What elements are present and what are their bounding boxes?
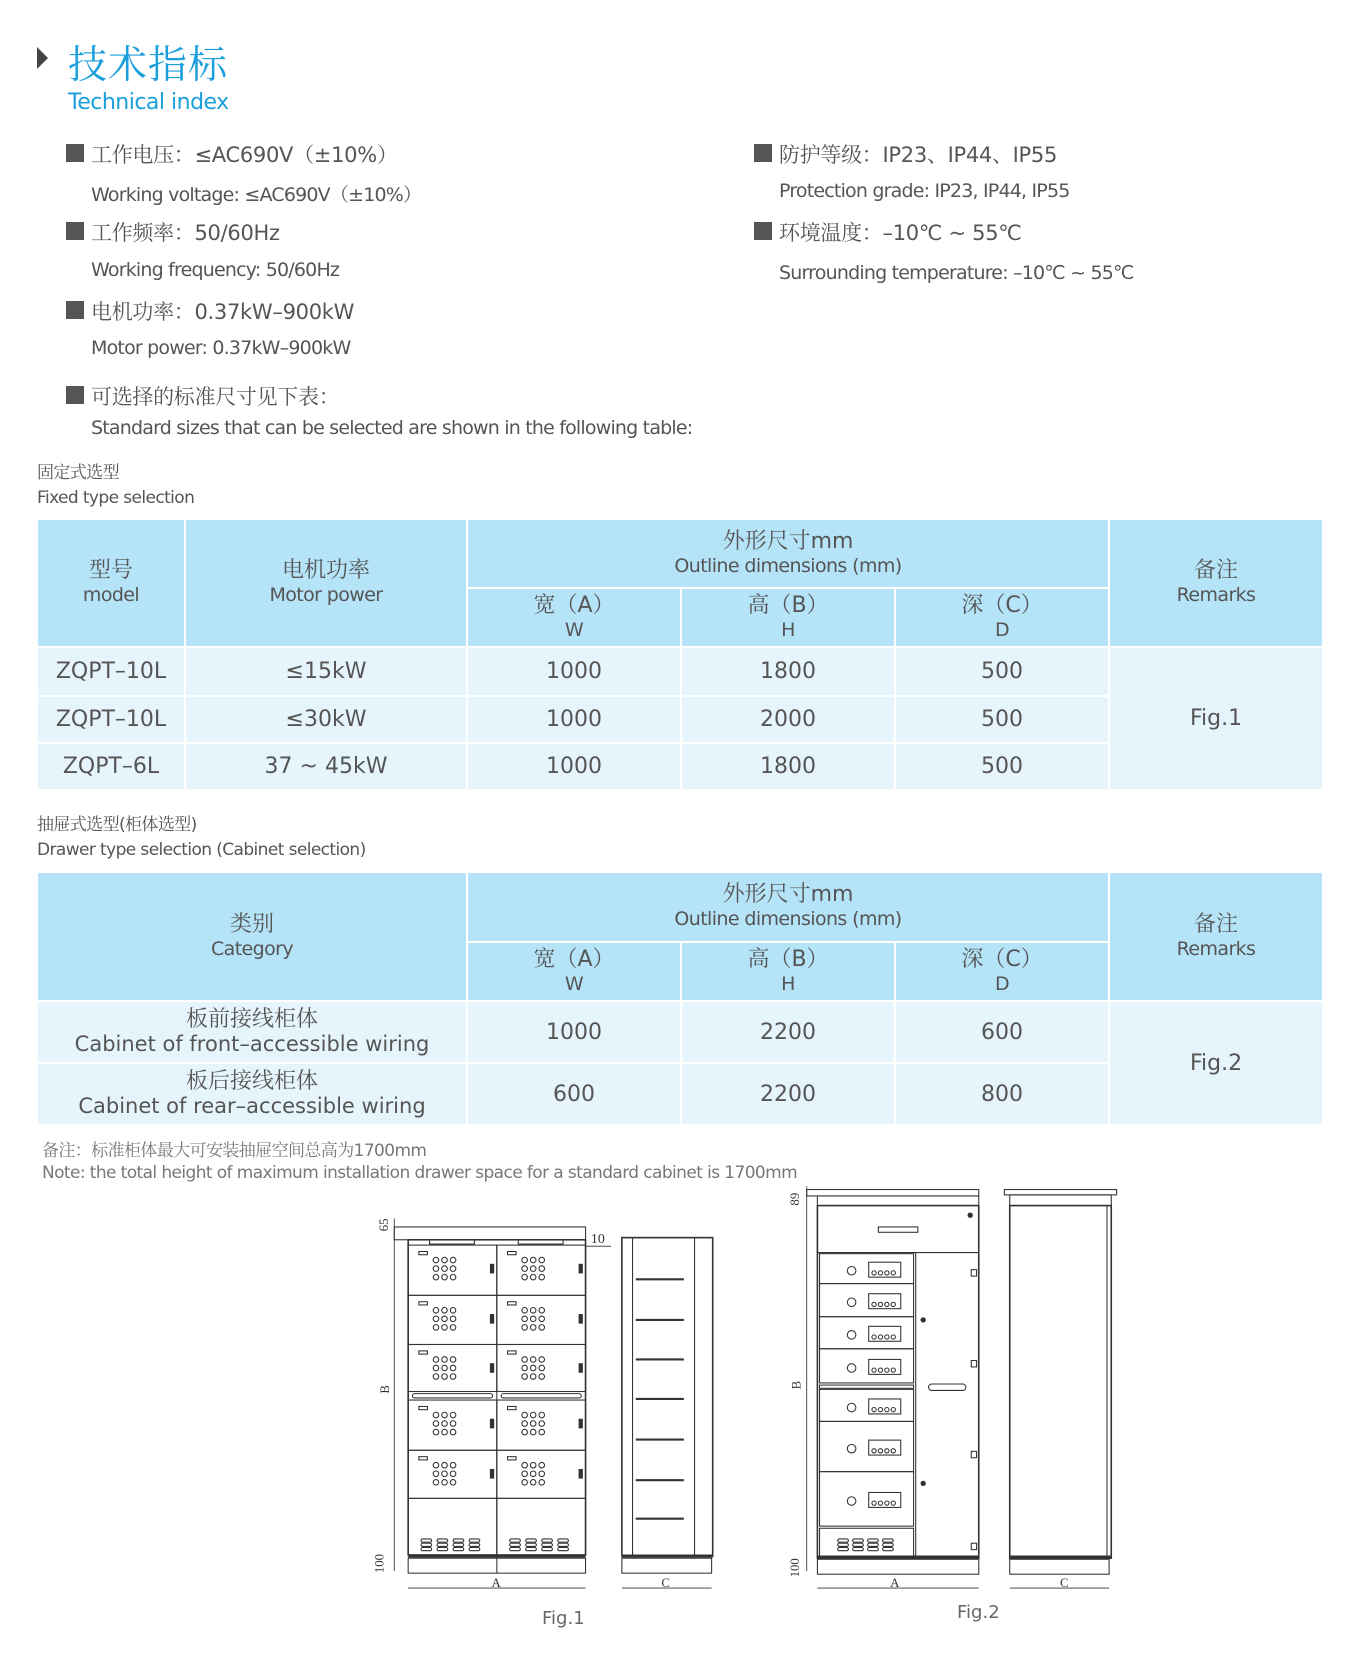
indicator-light [522,1462,528,1468]
indicator-light [539,1316,545,1322]
terminal-block [542,1539,553,1542]
spec-voltage-en: Working voltage: ≤AC690V（±10%） [91,184,422,206]
drawer-panel [497,1344,586,1391]
indicator-light [522,1325,528,1331]
indicator-light [530,1374,536,1380]
indicator-light [872,1335,876,1339]
indicator-light [885,1368,889,1372]
door-hinge [971,1361,976,1367]
indicator-light [450,1480,456,1486]
indicator-light [878,1271,882,1275]
indicator-light [530,1429,536,1435]
drawer-panel [820,1389,914,1421]
indicator-light [539,1357,545,1363]
indicator-light [522,1257,528,1263]
spec-protection-cn: 防护等级：IP23、IP44、IP55 [779,143,1058,167]
header-height: 高（B） H [681,942,895,1001]
indicator-light [450,1462,456,1468]
spec-sizes-cn: 可选择的标准尺寸见下表： [91,385,340,409]
spec-frequency-cn: 工作频率：50/60Hz [91,221,280,245]
indicator-light [530,1421,536,1427]
indicator-light [522,1471,528,1477]
fig2-dim-base: 100 [788,1558,803,1578]
terminal-block [558,1548,569,1551]
indicator-light [872,1271,876,1275]
terminal-block [542,1548,553,1551]
fig1-front-view [394,1227,585,1573]
door-latch [490,1469,493,1478]
indicator-light [885,1302,889,1306]
terminal-block [838,1543,849,1546]
fig2-front-view [807,1190,979,1575]
fig1-label: Fig.1 [542,1608,585,1629]
indicator-light [433,1480,439,1486]
indicator-light [891,1368,895,1372]
indicator-light [885,1501,889,1505]
indicator-light [530,1325,536,1331]
indicator-light [433,1308,439,1314]
terminal-block [453,1539,464,1542]
drawer-switch [847,1403,856,1412]
terminal-block [853,1543,864,1546]
terminal-block [437,1543,448,1546]
indicator-light [450,1412,456,1418]
door-lock [921,1481,925,1485]
drawer-switch [847,1266,856,1275]
drawer-label [419,1406,428,1409]
terminal-block [558,1543,569,1546]
drawer-label [419,1302,428,1305]
indicator-light [878,1501,882,1505]
header-dimensions: 外形尺寸mm Outline dimensions (mm) [467,519,1109,588]
indicator-light [539,1412,545,1418]
fig2-dim-top: 89 [788,1192,803,1206]
drawer-switch [847,1298,856,1307]
indicator-light [450,1257,456,1263]
indicator-light [878,1408,882,1412]
drawer-panel [820,1472,914,1526]
fig1-dim-gap: 10 [590,1231,605,1247]
door-latch [579,1264,582,1273]
drawer-title-en: Drawer type selection (Cabinet selection) [37,840,366,860]
indicator-light [433,1274,439,1280]
terminal-block [510,1543,521,1546]
cell-depth: 600 [895,1001,1109,1063]
indicator-light [878,1302,882,1306]
indicator-light [522,1308,528,1314]
indicator-light [522,1374,528,1380]
door-hinge [971,1270,976,1276]
fig2-label: Fig.2 [957,1602,1000,1623]
drawer-panel [408,1344,497,1391]
fixed-title-cn: 固定式选型 [37,463,119,483]
terminal-block [853,1548,864,1551]
drawer-panel [820,1317,914,1349]
header-remarks: 备注 Remarks [1109,519,1323,647]
terminal-block [883,1539,894,1542]
cell-depth: 500 [895,647,1109,696]
indicator-light [433,1412,439,1418]
indicator-light [450,1274,456,1280]
indicator-light [522,1429,528,1435]
page-subtitle: Technical index [68,90,229,115]
drawer-label [419,1252,428,1255]
drawer-switch [847,1497,856,1506]
indicator-light [872,1449,876,1453]
terminal-block [421,1543,432,1546]
terminal-block [469,1548,480,1551]
indicator-light [522,1365,528,1371]
fixed-title-en: Fixed type selection [37,488,195,508]
indicator-light [530,1412,536,1418]
indicator-light [433,1374,439,1380]
cell-width: 1000 [467,1001,681,1063]
indicator-light [442,1266,448,1272]
spec-power-en: Motor power: 0.37kW–900kW [91,337,351,359]
indicator-light [450,1429,456,1435]
header-dimensions: 外形尺寸mm Outline dimensions (mm) [467,872,1109,942]
cell-depth: 800 [895,1063,1109,1125]
indicator-light [539,1421,545,1427]
spec-temperature-en: Surrounding temperature: –10℃ ~ 55℃ [779,262,1134,284]
indicator-light [530,1480,536,1486]
cell-model: ZQPT–10L [37,647,185,696]
indicator-light [442,1308,448,1314]
drawer-panel [408,1450,497,1498]
indicator-light [539,1429,545,1435]
separator-handle [820,1385,914,1388]
indicator-light [450,1266,456,1272]
spec-frequency-en: Working frequency: 50/60Hz [91,259,340,281]
indicator-light [539,1274,545,1280]
terminal-block [883,1543,894,1546]
fig2-side-view [1004,1190,1116,1575]
drawer-panel [820,1254,914,1284]
drawer-switch [847,1444,856,1453]
terminal-block [469,1543,480,1546]
header-category: 类别 Category [37,872,467,1001]
terminal-block [510,1539,521,1542]
indicator-light [450,1374,456,1380]
cell-category: 板前接线柜体 Cabinet of front–accessible wiring [37,1001,467,1063]
drawer-label [508,1406,517,1409]
indicator-light [530,1462,536,1468]
indicator-light [450,1357,456,1363]
drawer-label [508,1252,517,1255]
cell-height: 2000 [681,696,895,743]
cell-width: 1000 [467,743,681,790]
cell-height: 2200 [681,1001,895,1063]
fig1-drawing [373,1218,713,1590]
terminal-block [838,1539,849,1542]
terminal-block [437,1539,448,1542]
indicator-light [539,1480,545,1486]
indicator-light [433,1325,439,1331]
header-width: 宽（A） W [467,588,681,647]
page-title: 技术指标 [68,43,229,88]
note-en: Note: the total height of maximum installation drawer space for a standard cabinet is 1700mm [42,1163,798,1183]
indicator-light [885,1408,889,1412]
spec-voltage-cn: 工作电压：≤AC690V（±10%） [91,143,398,167]
fig1-dim-base: 100 [372,1553,387,1574]
door-hinge [971,1543,976,1549]
indicator-light [539,1374,545,1380]
indicator-light [522,1412,528,1418]
indicator-light [442,1462,448,1468]
terminal-block [453,1548,464,1551]
indicator-light [442,1365,448,1371]
indicator-light [539,1308,545,1314]
indicator-light [442,1274,448,1280]
cell-power: 37 ~ 45kW [185,743,467,790]
fig2-dim-depth: C [1059,1576,1069,1591]
indicator-light [450,1365,456,1371]
note-cn: 备注：标准柜体最大可安装抽屉空间总高为1700mm [42,1141,427,1161]
indicator-light [450,1471,456,1477]
indicator-light [450,1421,456,1427]
indicator-light [442,1421,448,1427]
terminal-block [453,1543,464,1546]
drawer-label [508,1302,517,1305]
indicator-light [878,1449,882,1453]
indicator-light [433,1471,439,1477]
terminal-block [510,1548,521,1551]
terminal-block [542,1543,553,1546]
door-latch [490,1419,493,1428]
separator-handle [501,1394,581,1398]
terminal-block [469,1539,480,1542]
door-latch [579,1469,582,1478]
separator-handle [412,1394,492,1398]
drawer-panel [408,1295,497,1344]
cell-model: ZQPT–6L [37,743,185,790]
door-latch [490,1364,493,1373]
indicator-light [872,1302,876,1306]
terminal-block [526,1543,537,1546]
drawer-panel [820,1421,914,1471]
cell-height: 1800 [681,647,895,696]
drawer-panel [820,1349,914,1383]
indicator-light [885,1449,889,1453]
cell-width: 1000 [467,647,681,696]
door-latch [579,1315,582,1324]
terminal-block [883,1548,894,1551]
drawer-switch [847,1364,856,1373]
cell-remark: Fig.1 [1109,647,1323,790]
header-depth: 深（C） D [895,588,1109,647]
drawer-panel [497,1295,586,1344]
drawer-switch [847,1331,856,1340]
indicator-light [522,1357,528,1363]
indicator-light [891,1302,895,1306]
header-height: 高（B） H [681,588,895,647]
indicator-light [522,1421,528,1427]
fig1-dim-top: 65 [376,1218,391,1232]
indicator-light [539,1365,545,1371]
fig1-dimension-lines [394,1218,711,1591]
cell-depth: 500 [895,696,1109,743]
spec-sizes-en: Standard sizes that can be selected are shown in the following table: [91,417,693,439]
cell-power: ≤15kW [185,647,467,696]
header-remarks: 备注 Remarks [1109,872,1323,1001]
indicator-light [433,1266,439,1272]
cell-width: 600 [467,1063,681,1125]
terminal-block [558,1539,569,1542]
terminal-panel [820,1528,914,1557]
cell-height: 2200 [681,1063,895,1125]
drawer-label [419,1351,428,1354]
door-latch [579,1419,582,1428]
drawer-title-cn: 抽屉式选型(柜体选型) [37,815,197,835]
indicator-light [442,1471,448,1477]
cell-height: 1800 [681,743,895,790]
indicator-light [530,1257,536,1263]
drawer-panel [497,1450,586,1498]
cell-depth: 500 [895,743,1109,790]
indicator-light [522,1266,528,1272]
indicator-light [878,1335,882,1339]
header-depth: 深（C） D [895,942,1109,1001]
fig1-dim-height: B [377,1385,392,1394]
indicator-light [433,1357,439,1363]
indicator-light [433,1257,439,1263]
spec-power-cn: 电机功率：0.37kW–900kW [91,300,355,324]
cell-model: ZQPT–10L [37,696,185,743]
indicator-light [539,1266,545,1272]
door-lock [921,1318,925,1322]
indicator-light [891,1501,895,1505]
spec-temperature-cn: 环境温度：–10℃ ~ 55℃ [779,221,1022,245]
terminal-block [421,1548,432,1551]
drawer-label [508,1457,517,1460]
drawer-panel [820,1284,914,1317]
indicator-light [872,1501,876,1505]
indicator-light [442,1257,448,1263]
cell-category: 板后接线柜体 Cabinet of rear–accessible wiring [37,1063,467,1125]
drawer-panel [497,1245,586,1295]
indicator-light [450,1316,456,1322]
indicator-light [530,1274,536,1280]
terminal-block [868,1543,879,1546]
drawer-panel [408,1245,497,1295]
indicator-light [442,1412,448,1418]
indicator-light [522,1274,528,1280]
door-hinge [971,1451,976,1457]
cell-power: ≤30kW [185,696,467,743]
indicator-light [442,1374,448,1380]
indicator-light [433,1365,439,1371]
door-latch [490,1315,493,1324]
indicator-light [872,1368,876,1372]
terminal-block [526,1548,537,1551]
indicator-light [522,1316,528,1322]
indicator-light [433,1429,439,1435]
indicator-light [433,1421,439,1427]
terminal-block [853,1539,864,1542]
drawer-panel [497,1400,586,1450]
drawer-panel [408,1400,497,1450]
drawer-label [419,1457,428,1460]
indicator-light [872,1408,876,1412]
header-power: 电机功率 Motor power [185,519,467,647]
header-model: 型号 model [37,519,185,647]
terminal-block [868,1539,879,1542]
indicator-light [530,1357,536,1363]
indicator-light [530,1471,536,1477]
fig2-dim-height: B [789,1380,804,1390]
indicator-light [433,1462,439,1468]
fig1-dim-depth: C [661,1576,670,1591]
indicator-light [539,1471,545,1477]
indicator-light [539,1462,545,1468]
cell-width: 1000 [467,696,681,743]
indicator-light [530,1316,536,1322]
indicator-light [878,1368,882,1372]
indicator-light [442,1480,448,1486]
indicator-light [442,1325,448,1331]
indicator-light [442,1357,448,1363]
indicator-light [530,1308,536,1314]
fig2-dim-width: A [890,1576,900,1591]
indicator-light [539,1325,545,1331]
indicator-light [891,1449,895,1453]
spec-protection-en: Protection grade: IP23, IP44, IP55 [779,180,1070,202]
fig1-side-view [622,1238,713,1574]
terminal-block [437,1548,448,1551]
indicator-light [442,1429,448,1435]
fig2-drawing [788,1186,1116,1590]
terminal-block [526,1539,537,1542]
cell-remark: Fig.2 [1109,1001,1323,1125]
indicator-light [433,1316,439,1322]
indicator-light [891,1335,895,1339]
indicator-light [530,1365,536,1371]
fig1-dim-width: A [491,1576,501,1591]
indicator-light [450,1308,456,1314]
indicator-light [450,1325,456,1331]
indicator-light [522,1480,528,1486]
door-latch [490,1264,493,1273]
header-width: 宽（A） W [467,942,681,1001]
indicator-light [530,1266,536,1272]
drawer-label [508,1351,517,1354]
indicator-light [891,1271,895,1275]
indicator-light [539,1257,545,1263]
terminal-block [421,1539,432,1542]
indicator-light [442,1316,448,1322]
terminal-block [838,1548,849,1551]
indicator-light [891,1408,895,1412]
door-latch [579,1364,582,1373]
terminal-block [868,1548,879,1551]
indicator-light [885,1335,889,1339]
indicator-light [885,1271,889,1275]
